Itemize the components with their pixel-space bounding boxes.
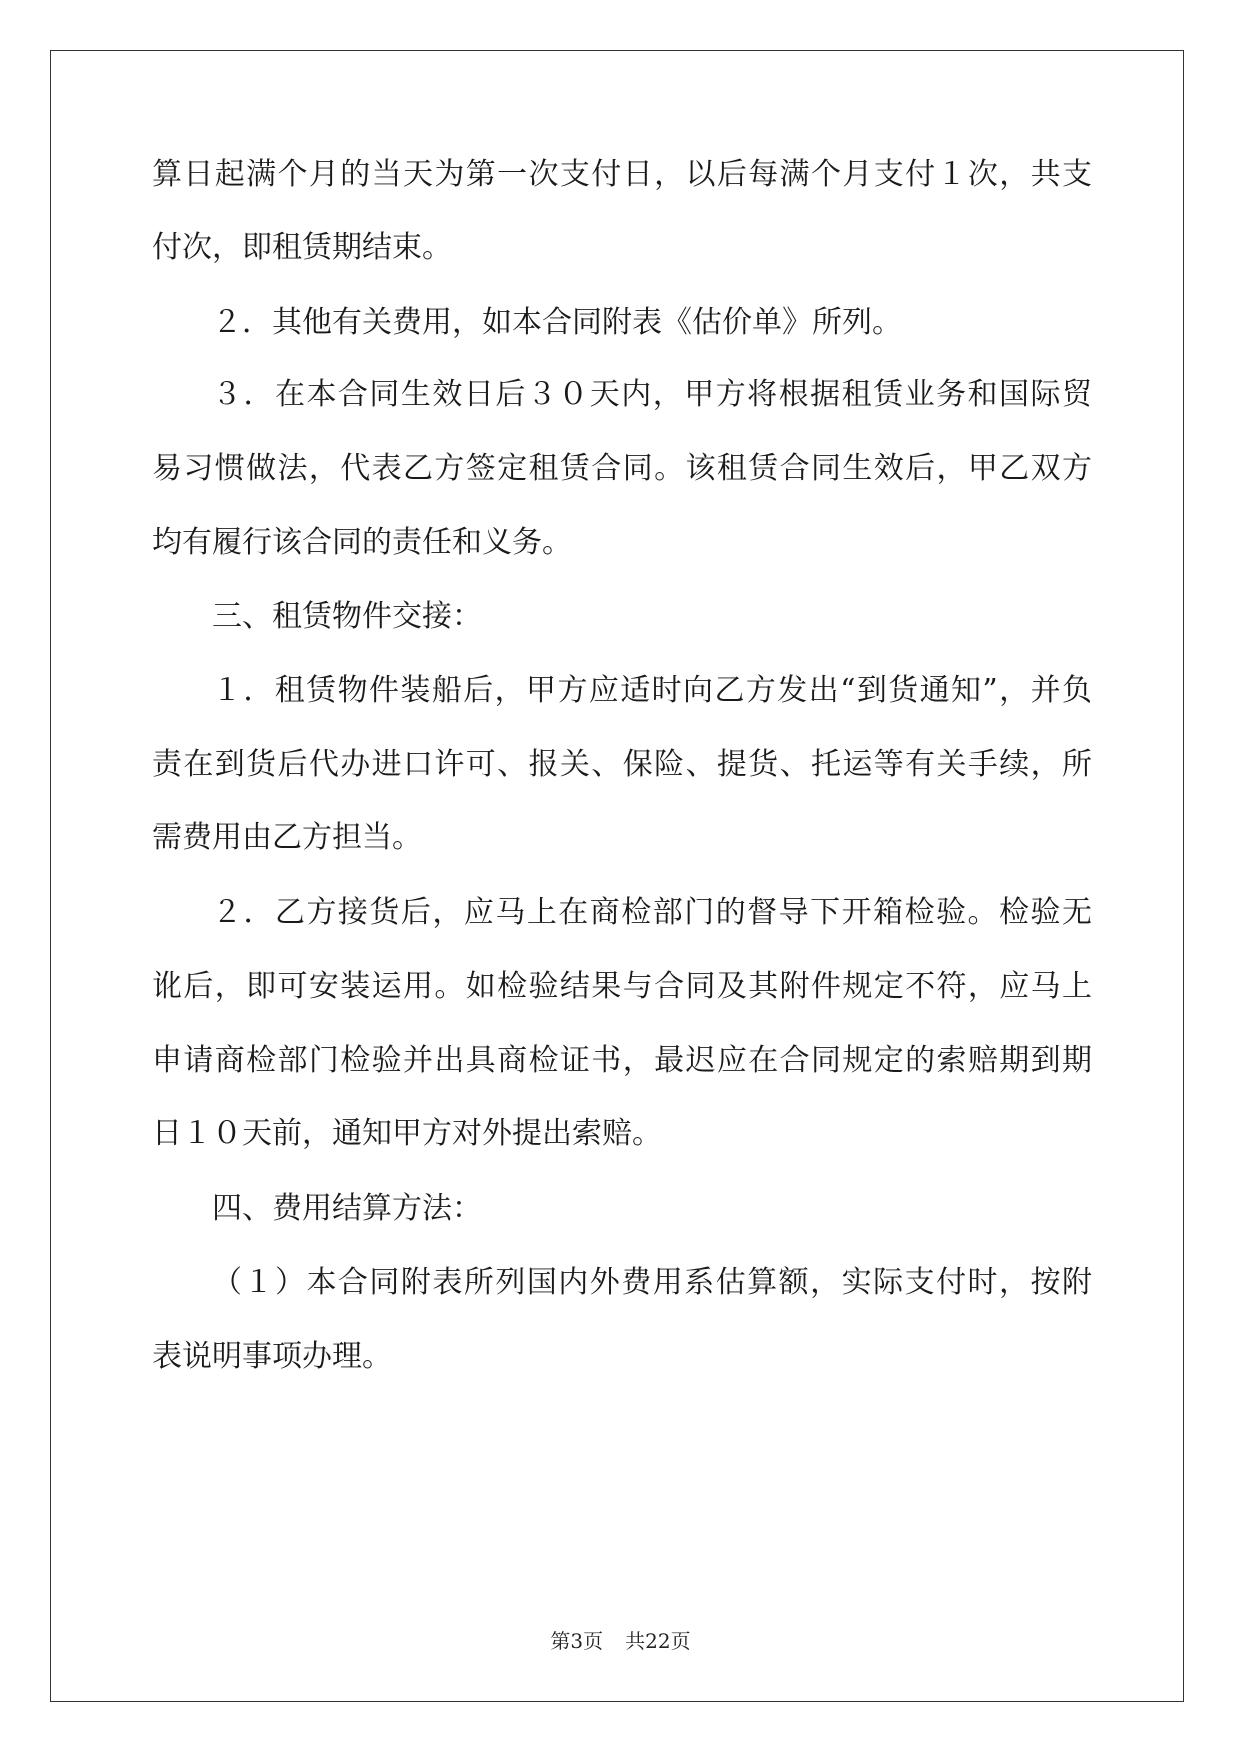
text-line: 易习惯做法，代表乙方签定租赁合同。该租赁合同生效后，甲乙双方 [152, 451, 1092, 486]
page-footer [0, 1628, 1241, 1654]
text-line: 付次，即租赁期结束。 [152, 230, 452, 265]
text-line: 算日起满个月的当天为第一次支付日，以后每满个月支付１次，共支 [152, 157, 1092, 192]
text-line: （１）本合同附表所列国内外费用系估算额，实际支付时，按附 [212, 1265, 1092, 1300]
page-total: 共22页 [625, 1629, 691, 1653]
page-number: 第3页 [550, 1629, 604, 1653]
page-border [50, 50, 1184, 1702]
text-line: 均有履行该合同的责任和义务。 [152, 525, 572, 560]
text-line: 责在到货后代办进口许可、报关、保险、提货、托运等有关手续，所 [152, 747, 1092, 782]
text-line: 需费用由乙方担当。 [152, 820, 422, 855]
section-heading: 四、费用结算方法： [212, 1191, 482, 1226]
text-line: 讹后，即可安装运用。如检验结果与合同及其附件规定不符，应马上 [152, 969, 1092, 1004]
text-line: ２．其他有关费用，如本合同附表《估价单》所列。 [212, 305, 902, 340]
text-line: 日１０天前，通知甲方对外提出索赔。 [152, 1116, 662, 1151]
text-line: ３．在本合同生效日后３０天内，甲方将根据租赁业务和国际贸 [212, 377, 1092, 412]
text-line: 申请商检部门检验并出具商检证书，最迟应在合同规定的索赔期到期 [152, 1043, 1092, 1078]
text-line: ２．乙方接货后，应马上在商检部门的督导下开箱检验。检验无 [212, 895, 1092, 930]
text-line: 表说明事项办理。 [152, 1339, 392, 1374]
text-line: １．租赁物件装船后，甲方应适时向乙方发出“到货通知”，并负 [212, 673, 1092, 708]
section-heading: 三、租赁物件交接： [212, 599, 482, 634]
